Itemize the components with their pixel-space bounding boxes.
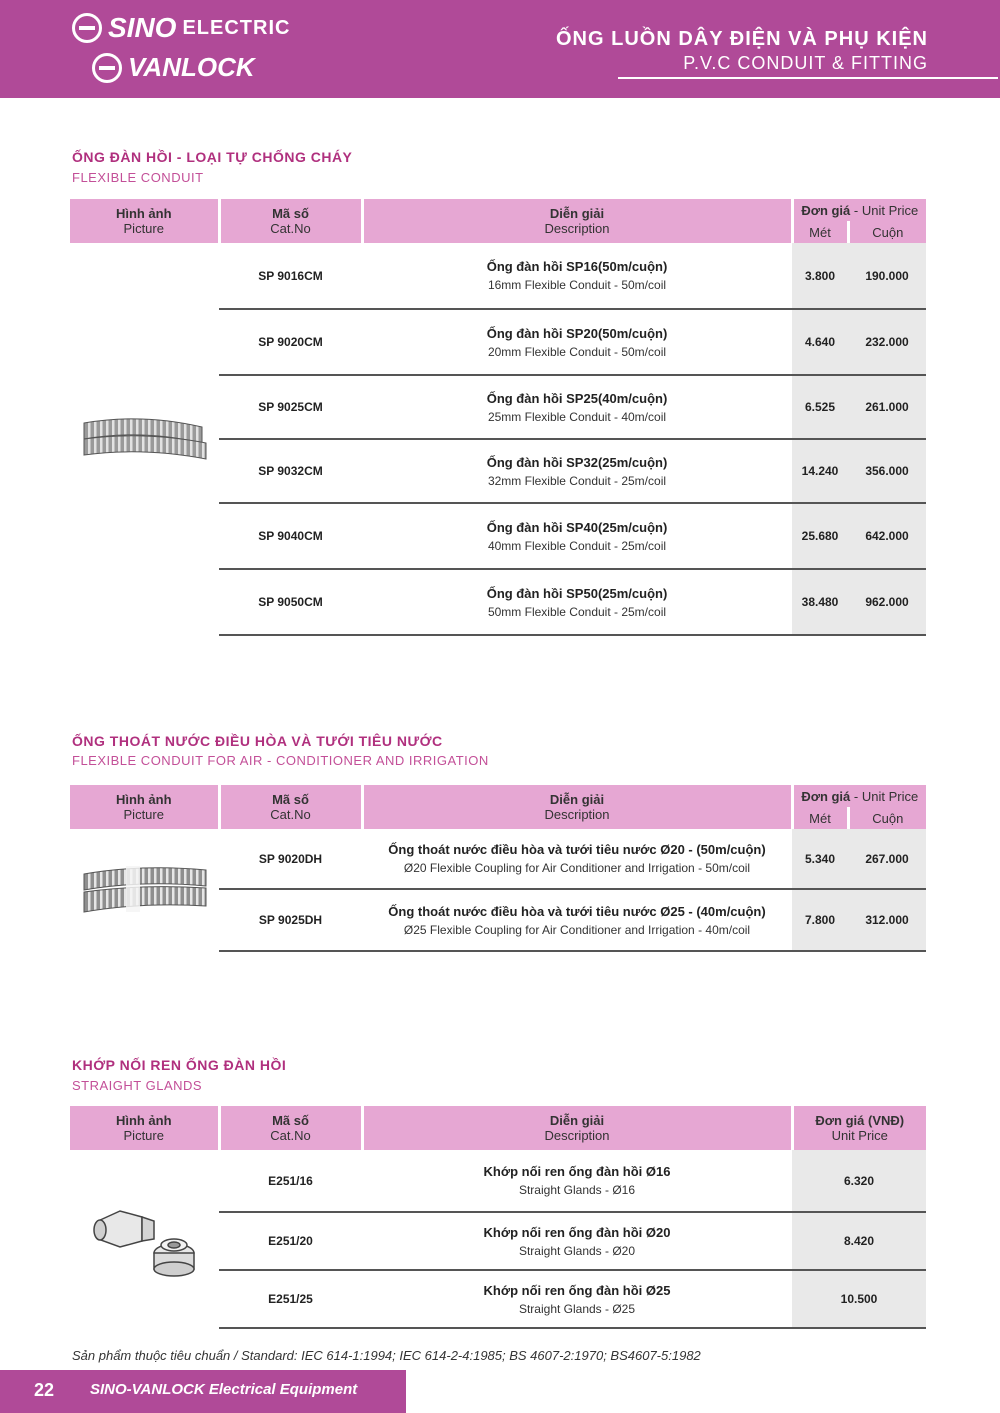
col-picture-vi: Hình ảnh <box>115 1113 172 1128</box>
col-price-vnd-vi: Đơn giá (VNĐ) <box>815 1113 905 1128</box>
table-row <box>70 1150 926 1212</box>
price-metre: 7.800 <box>792 889 848 951</box>
price-metre: 38.480 <box>792 569 848 635</box>
col-price-dash: - <box>850 202 862 218</box>
description <box>362 569 792 635</box>
col-metre: Mét <box>792 221 848 243</box>
price-coil: 232.000 <box>848 309 926 375</box>
col-desc <box>362 785 792 829</box>
description-vi: Khớp nối ren ống đàn hồi Ø20 <box>483 1224 671 1240</box>
col-coil: Cuộn <box>848 807 926 829</box>
col-picture-en: Picture <box>123 807 164 822</box>
col-picture-vi: Hình ảnh <box>115 792 172 807</box>
col-coil: Cuộn <box>848 221 926 243</box>
price-metre: 25.680 <box>792 503 848 569</box>
col-cat-en: Cat.No <box>270 807 311 822</box>
header-title-vi: ỐNG LUỒN DÂY ĐIỆN VÀ PHỤ KIỆN <box>556 28 928 50</box>
description-vi: Ống đàn hồi SP25(40m/cuộn) <box>486 390 668 406</box>
col-picture-en: Picture <box>123 221 164 236</box>
description-en: 16mm Flexible Conduit - 50m/coil <box>487 278 667 292</box>
description <box>362 503 792 569</box>
col-price-vi: Đơn giá <box>801 202 851 218</box>
col-cat-vi: Mã số <box>272 1113 309 1128</box>
col-cat <box>219 785 362 829</box>
cat-no: SP 9025CM <box>219 375 362 439</box>
col-cat <box>219 1106 362 1150</box>
description-en: Straight Glands - Ø25 <box>518 1301 636 1316</box>
price-metre: 3.800 <box>792 243 848 309</box>
header-title-en: P.V.C CONDUIT & FITTING <box>683 53 928 73</box>
cat-no: SP 9032CM <box>219 439 362 503</box>
price-coil: 312.000 <box>848 889 926 951</box>
price-metre: 5.340 <box>792 829 848 889</box>
sino-electric-logo <box>72 12 290 44</box>
col-metre: Mét <box>792 807 848 829</box>
col-picture <box>70 785 219 829</box>
description <box>362 829 792 889</box>
table-row <box>70 829 926 889</box>
description-vi: Ống đàn hồi SP40(25m/cuộn) <box>486 519 668 535</box>
col-price-vi: Đơn giá <box>801 788 851 804</box>
col-price-vnd-en: Unit Price <box>831 1128 888 1143</box>
col-desc-vi: Diễn giải <box>549 1113 605 1128</box>
col-price-vnd <box>792 1106 926 1150</box>
description-en: 40mm Flexible Conduit - 25m/coil <box>487 538 667 553</box>
brand1-main: SINO <box>108 12 177 43</box>
standards-note: Sản phẩm thuộc tiêu chuẩn / Standard: IEC 614-1:1994; IEC 614-2-4:1985; BS 4607-2:1970; BS4607-5:1982 <box>72 1348 701 1363</box>
picture-cell <box>70 243 219 635</box>
description-en: Straight Glands - Ø16 <box>518 1183 636 1197</box>
col-picture <box>70 1106 219 1150</box>
unit-price: 8.420 <box>792 1212 926 1270</box>
col-price <box>792 199 926 221</box>
description <box>362 243 792 309</box>
col-desc-en: Description <box>544 1128 610 1143</box>
description-vi: Ống thoát nước điều hòa và tưới tiêu nước Ø25 - (40m/cuộn) <box>388 903 766 919</box>
vanlock-logo-icon <box>92 53 122 83</box>
cat-no: E251/20 <box>219 1212 362 1270</box>
col-cat-vi: Mã số <box>272 206 309 221</box>
page-footer <box>0 1370 406 1413</box>
col-cat-en: Cat.No <box>270 1128 311 1143</box>
description-vi: Ống đàn hồi SP16(50m/cuộn) <box>486 259 668 274</box>
price-coil: 356.000 <box>848 439 926 503</box>
description-en: Ø20 Flexible Coupling for Air Conditioner and Irrigation - 50m/coil <box>403 861 751 875</box>
section2-title: ỐNG THOÁT NƯỚC ĐIỀU HÒA VÀ TƯỚI TIÊU NƯỚC <box>72 733 443 749</box>
section1-subtitle: FLEXIBLE CONDUIT <box>72 170 204 185</box>
description-en: 25mm Flexible Conduit - 40m/coil <box>487 409 667 424</box>
cat-no: SP 9016CM <box>219 243 362 309</box>
page-number: 22 <box>34 1380 55 1400</box>
unit-price: 10.500 <box>792 1270 926 1328</box>
description-en: 50mm Flexible Conduit - 25m/coil <box>487 604 667 619</box>
col-price <box>792 785 926 807</box>
section1-title: ỐNG ĐÀN HỒI - LOẠI TỰ CHỐNG CHÁY <box>72 149 353 165</box>
drainage-conduit-icon <box>82 862 208 918</box>
col-picture-en: Picture <box>123 1128 164 1143</box>
col-price-en: Unit Price <box>861 788 919 804</box>
description <box>362 439 792 503</box>
col-desc <box>362 199 792 243</box>
picture-cell <box>70 829 219 951</box>
price-metre: 14.240 <box>792 439 848 503</box>
col-cat-en: Cat.No <box>270 221 311 236</box>
price-coil: 642.000 <box>848 503 926 569</box>
col-cat <box>219 199 362 243</box>
cat-no: SP 9020CM <box>219 309 362 375</box>
section3-subtitle: STRAIGHT GLANDS <box>72 1078 203 1093</box>
description-en: Straight Glands - Ø20 <box>518 1243 636 1258</box>
sino-logo-icon <box>72 13 102 43</box>
price-coil: 267.000 <box>848 829 926 889</box>
brand1-sub: ELECTRIC <box>182 16 291 39</box>
col-picture-vi: Hình ảnh <box>115 206 172 221</box>
unit-price: 6.320 <box>792 1150 926 1212</box>
flexible-conduit-table <box>70 199 926 636</box>
footer-text: SINO-VANLOCK Electrical Equipment <box>90 1381 358 1398</box>
straight-glands-table <box>70 1106 926 1329</box>
cat-no: E251/16 <box>219 1150 362 1212</box>
brand2: VANLOCK <box>128 52 255 82</box>
section2-subtitle: FLEXIBLE CONDUIT FOR AIR - CONDITIONER AND IRRIGATION <box>72 753 489 768</box>
description-en: 32mm Flexible Conduit - 25m/coil <box>487 473 667 488</box>
description <box>362 1270 792 1328</box>
straight-gland-icon <box>90 1201 200 1277</box>
col-cat-vi: Mã số <box>272 792 309 807</box>
description <box>362 309 792 375</box>
cat-no: SP 9020DH <box>219 829 362 889</box>
col-desc-en: Description <box>544 807 610 822</box>
description-vi: Ống thoát nước điều hòa và tưới tiêu nước Ø20 - (50m/cuộn) <box>388 842 766 857</box>
price-metre: 6.525 <box>792 375 848 439</box>
col-desc <box>362 1106 792 1150</box>
cat-no: SP 9025DH <box>219 889 362 951</box>
section3-title: KHỚP NỐI REN ỐNG ĐÀN HỒI <box>72 1057 287 1073</box>
price-coil: 190.000 <box>848 243 926 309</box>
col-price-en: Unit Price <box>861 202 919 218</box>
description-en: Ø25 Flexible Coupling for Air Conditioner and Irrigation - 40m/coil <box>403 922 751 937</box>
cat-no: E251/25 <box>219 1270 362 1328</box>
description <box>362 1150 792 1212</box>
cat-no: SP 9050CM <box>219 569 362 635</box>
header-divider <box>618 77 998 79</box>
description-vi: Ống đàn hồi SP20(50m/cuộn) <box>486 325 668 341</box>
col-desc-vi: Diễn giải <box>549 792 605 807</box>
vanlock-logo <box>92 52 255 83</box>
col-desc-en: Description <box>544 221 610 236</box>
price-coil: 261.000 <box>848 375 926 439</box>
page-header <box>0 0 1000 98</box>
header-title <box>556 28 928 74</box>
aircon-conduit-table <box>70 785 926 952</box>
col-desc-vi: Diễn giải <box>549 206 605 221</box>
price-coil: 962.000 <box>848 569 926 635</box>
col-picture <box>70 199 219 243</box>
description-vi: Ống đàn hồi SP50(25m/cuộn) <box>486 585 668 601</box>
col-price-dash: - <box>850 788 862 804</box>
description-vi: Ống đàn hồi SP32(25m/cuộn) <box>486 454 668 470</box>
table-row <box>70 243 926 309</box>
description <box>362 889 792 951</box>
flexible-conduit-icon <box>82 413 208 465</box>
picture-cell <box>70 1150 219 1328</box>
description-en: 20mm Flexible Conduit - 50m/coil <box>487 344 667 359</box>
cat-no: SP 9040CM <box>219 503 362 569</box>
description-vi: Khớp nối ren ống đàn hồi Ø16 <box>483 1164 671 1179</box>
price-metre: 4.640 <box>792 309 848 375</box>
description-vi: Khớp nối ren ống đàn hồi Ø25 <box>483 1282 671 1298</box>
description <box>362 1212 792 1270</box>
description <box>362 375 792 439</box>
